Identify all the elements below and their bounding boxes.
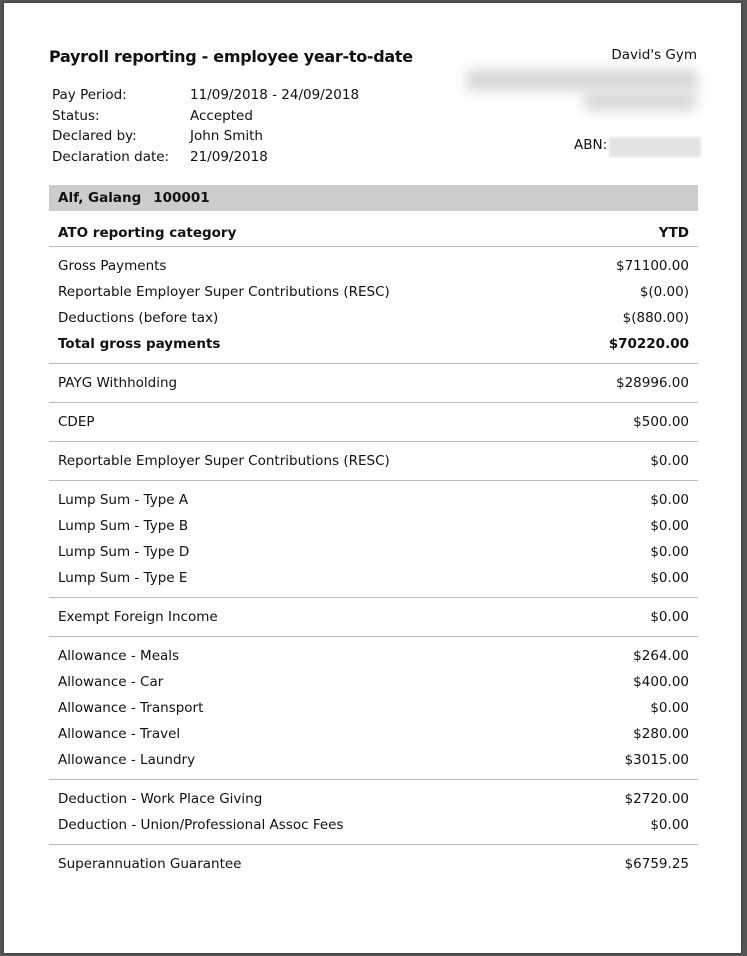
row-label: PAYG Withholding [58,375,178,391]
table-row [49,721,698,747]
meta-row-declared-by [52,128,359,149]
row-value: $0.00 [650,817,689,833]
row-value: $0.00 [650,518,689,534]
table-row [49,604,698,630]
table-row [49,513,698,539]
meta-label: Status: [52,107,100,124]
redacted-address-line [584,91,696,111]
row-label: Exempt Foreign Income [58,609,218,625]
row-label: CDEP [58,414,95,430]
row-value: $0.00 [650,492,689,508]
table-row [49,565,698,591]
row-value: $0.00 [650,544,689,560]
redacted-address [466,69,698,91]
meta-row-declaration-date [52,149,359,170]
meta-label: Pay Period: [52,87,127,103]
row-label: Deduction - Work Place Giving [58,791,263,807]
ytd-table [49,220,698,883]
meta-value: 11/09/2018 - 24/09/2018 [190,87,360,103]
employee-name: Alf, Galang [58,190,142,206]
row-value: $70220.00 [608,336,689,352]
table-row [49,409,698,435]
row-label: Allowance - Meals [58,648,180,664]
row-value: $0.00 [650,570,689,586]
table-row [49,812,698,838]
row-value: $6759.25 [624,856,689,872]
meta-value: 21/09/2018 [190,148,268,165]
table-group [49,845,698,883]
table-group [49,637,698,780]
meta-label: Declared by: [52,128,137,144]
report-title: Payroll reporting - employee year-to-date [49,47,413,66]
table-group [49,598,698,637]
table-row [49,448,698,474]
row-value: $28996.00 [615,375,689,391]
meta-value: John Smith [190,128,263,144]
table-group [49,247,698,364]
row-label: Total gross payments [58,336,221,352]
report-meta [52,87,359,169]
column-header-ytd: YTD [658,225,689,241]
table-header [49,220,698,247]
table-row [49,487,698,513]
meta-value: Accepted [190,107,253,124]
table-group [49,364,698,403]
row-value: $264.00 [633,648,689,664]
table-row [49,786,698,812]
row-label: Allowance - Travel [58,726,181,742]
meta-row-status [52,108,359,129]
column-header-category: ATO reporting category [58,225,237,241]
meta-row-pay-period [52,87,359,108]
row-label: Allowance - Car [58,674,164,690]
table-group [49,481,698,598]
company-name: David's Gym [611,47,697,63]
report-page [4,3,741,953]
row-value: $280.00 [633,726,689,742]
row-value: $0.00 [650,700,689,716]
row-label: Lump Sum - Type A [58,492,189,508]
table-row [49,331,698,357]
table-row [49,539,698,565]
employee-id: 100001 [153,190,210,206]
row-label: Reportable Employer Super Contributions (RESC) [58,453,390,469]
employee-header [49,185,698,211]
table-group [49,780,698,845]
abn-label: ABN: [574,137,608,153]
row-value: $500.00 [633,414,689,430]
table-row [49,851,698,877]
row-value: $3015.00 [624,752,689,768]
meta-label: Declaration date: [52,148,170,165]
table-row [49,305,698,331]
table-group [49,442,698,481]
row-value: $2720.00 [624,791,689,807]
table-row [49,253,698,279]
row-value: $0.00 [650,609,689,625]
row-label: Lump Sum - Type D [58,544,190,560]
table-row [49,370,698,396]
row-label: Deduction - Union/Professional Assoc Fees [58,817,344,833]
row-value: $71100.00 [615,258,689,274]
row-label: Lump Sum - Type B [58,518,189,534]
table-row [49,695,698,721]
row-value: $(0.00) [639,284,689,300]
row-label: Superannuation Guarantee [58,856,242,872]
row-label: Deductions (before tax) [58,310,219,326]
row-label: Reportable Employer Super Contributions (RESC) [58,284,390,300]
row-label: Allowance - Laundry [58,752,196,768]
row-value: $400.00 [633,674,689,690]
redacted-abn [609,137,701,157]
table-group [49,403,698,442]
row-label: Allowance - Transport [58,700,204,716]
row-value: $0.00 [650,453,689,469]
table-row [49,669,698,695]
row-value: $(880.00) [622,310,689,326]
table-row [49,747,698,773]
row-label: Gross Payments [58,258,167,274]
row-label: Lump Sum - Type E [58,570,188,586]
table-row [49,279,698,305]
table-row [49,643,698,669]
